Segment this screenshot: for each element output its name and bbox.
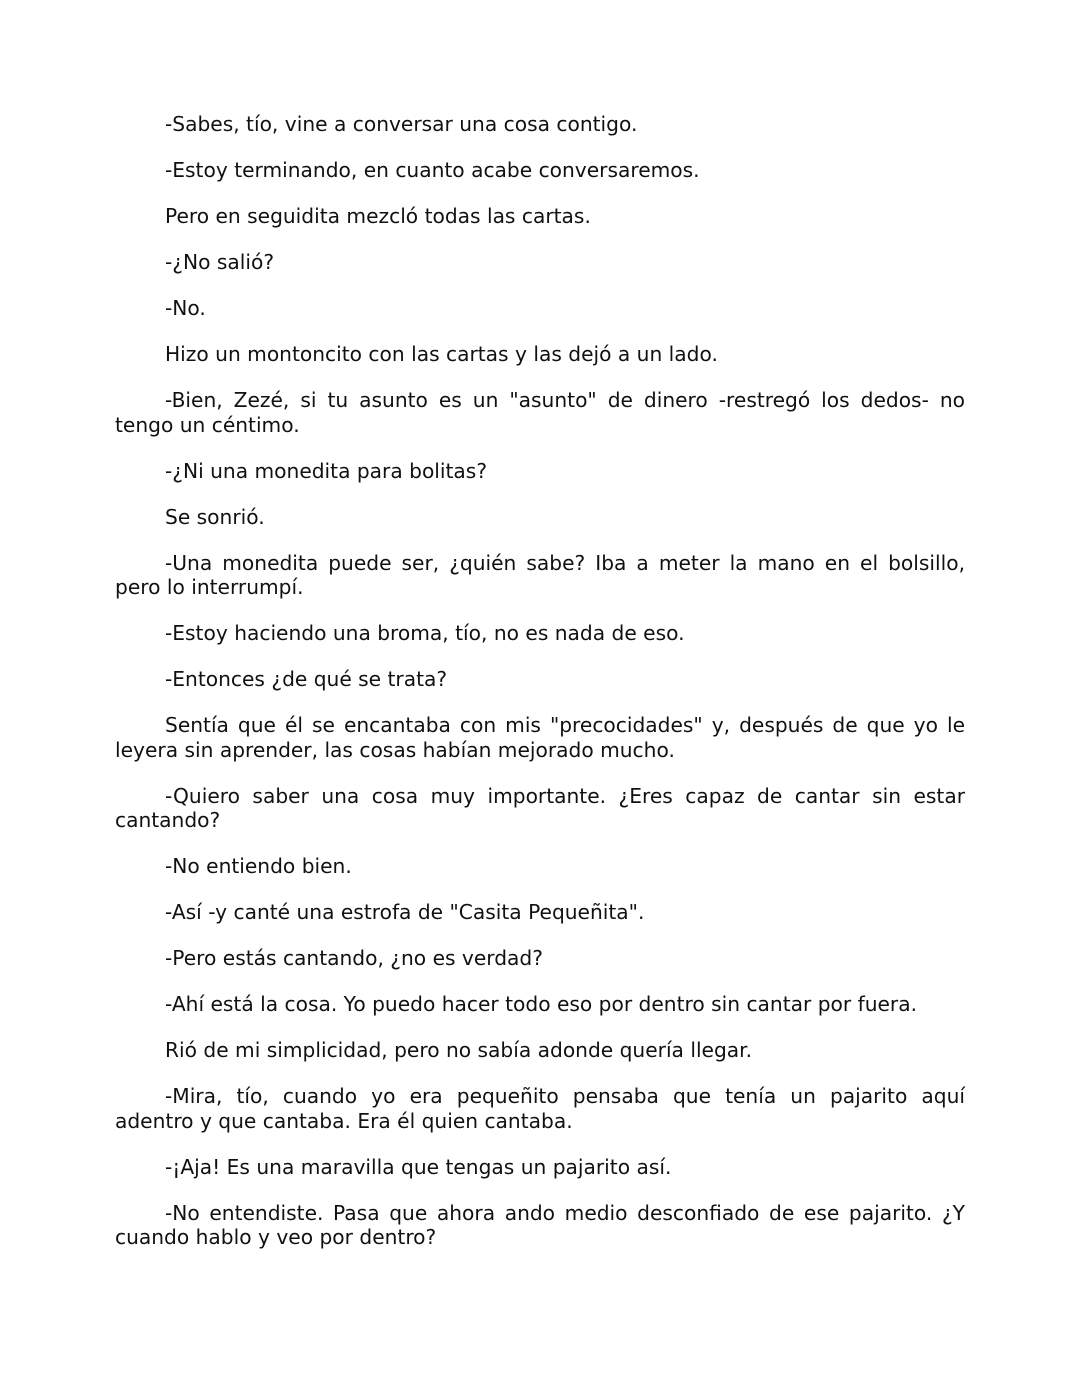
paragraph: Hizo un montoncito con las cartas y las dejó a un lado. <box>165 342 718 366</box>
paragraph: -¿No salió? <box>165 250 275 274</box>
paragraph: Rió de mi simplicidad, pero no sabía adonde quería llegar. <box>165 1038 753 1062</box>
paragraph: -Mira, tío, cuando yo era pequeñito pensaba que tenía un pajarito aquí adentro y que cantaba. Era él quien cantaba. <box>115 1084 965 1133</box>
paragraph: Pero en seguidita mezcló todas las cartas. <box>165 204 591 228</box>
paragraph: -Pero estás cantando, ¿no es verdad? <box>165 946 543 970</box>
paragraph: -¡Aja! Es una maravilla que tengas un pajarito así. <box>165 1154 672 1179</box>
paragraph: -¿Ni una monedita para bolitas? <box>165 458 488 483</box>
paragraph: -No. <box>165 296 206 320</box>
paragraph: Se sonrió. <box>165 504 265 529</box>
paragraph: -Entonces ¿de qué se trata? <box>165 667 448 691</box>
paragraph: -Estoy terminando, en cuanto acabe conversaremos. <box>165 158 700 182</box>
paragraph: -Así -y canté una estrofa de "Casita Pequeñita". <box>165 900 645 924</box>
paragraph: -No entiendo bien. <box>165 854 352 878</box>
paragraph: Sentía que él se encantaba con mis "precocidades" y, después de que yo le leyera sin aprender, las cosas habían mejorado mucho. <box>115 713 965 762</box>
paragraph: -Estoy haciendo una broma, tío, no es nada de eso. <box>165 621 685 645</box>
paragraph: -Ahí está la cosa. Yo puedo hacer todo eso por dentro sin cantar por fuera. <box>165 992 918 1016</box>
paragraph: -Quiero saber una cosa muy importante. ¿Eres capaz de cantar sin estar cantando? <box>115 783 965 832</box>
paragraph: -Bien, Zezé, si tu asunto es un "asunto" de dinero -restregó los dedos- no tengo un céntimo. <box>115 388 965 437</box>
paragraph: -Una monedita puede ser, ¿quién sabe? Iba a meter la mano en el bolsillo, pero lo interrumpí. <box>115 550 965 599</box>
paragraph: -Sabes, tío, vine a conversar una cosa contigo. <box>165 112 638 136</box>
document-page <box>115 112 965 1271</box>
paragraph: -No entendiste. Pasa que ahora ando medio desconfiado de ese pajarito. ¿Y cuando hablo y veo por dentro? <box>115 1200 965 1249</box>
